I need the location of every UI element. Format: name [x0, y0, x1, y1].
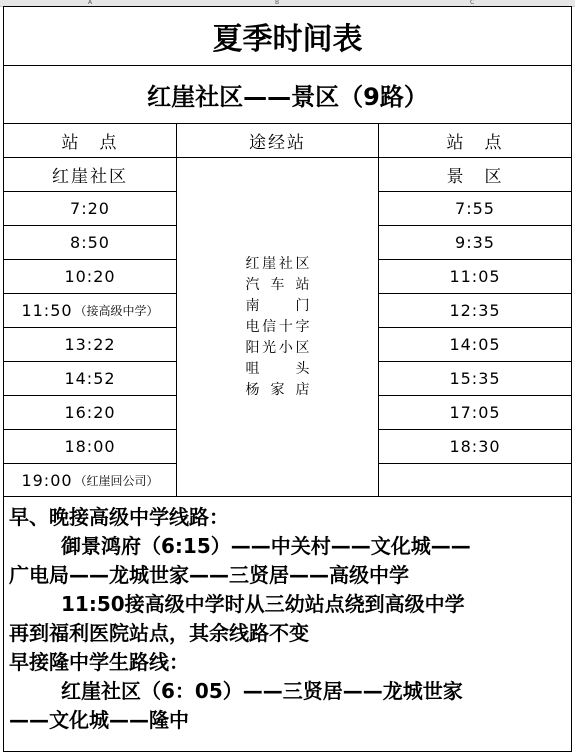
- departure-time: 11:50: [21, 301, 73, 320]
- arrival-time-cell[interactable]: [378, 191, 572, 226]
- departure-time-cell[interactable]: [3, 463, 177, 497]
- departure-time-cell[interactable]: [3, 361, 177, 396]
- departure-note: （接高级中学）: [74, 304, 159, 318]
- page-title[interactable]: 夏季时间表: [3, 6, 572, 66]
- via-stops-cell[interactable]: [176, 157, 379, 497]
- destination-station-name[interactable]: 景 区: [378, 157, 572, 192]
- header-via-stations[interactable]: 途经站: [176, 123, 379, 158]
- arrival-time: 15:35: [449, 369, 501, 388]
- via-stop: 汽车站: [245, 276, 310, 293]
- arrival-time-cell[interactable]: [378, 361, 572, 396]
- route-notes[interactable]: [3, 496, 572, 752]
- departure-note: （红崖回公司）: [74, 473, 159, 488]
- header-destination-station[interactable]: 站 点: [378, 123, 572, 158]
- arrival-time-cell[interactable]: [378, 463, 572, 497]
- column-header-c[interactable]: C: [470, 0, 475, 6]
- via-stop: 阳光小区: [245, 339, 310, 356]
- departure-time: 7:20: [70, 199, 110, 218]
- via-stop: 红崖社区: [245, 255, 310, 272]
- departure-time: 19:00: [21, 470, 73, 490]
- column-header-b[interactable]: B: [275, 0, 280, 6]
- note-line: 红崖社区（6：05）——三贤居——龙城世家: [61, 679, 463, 703]
- arrival-time-cell[interactable]: [378, 225, 572, 260]
- departure-time-cell[interactable]: [3, 293, 177, 328]
- departure-time: 10:20: [64, 267, 116, 286]
- departure-time-cell[interactable]: [3, 429, 177, 464]
- departure-time-cell[interactable]: [3, 191, 177, 226]
- arrival-time-cell[interactable]: [378, 429, 572, 464]
- via-stop: 杨家店: [245, 381, 310, 398]
- departure-time: 14:52: [64, 369, 116, 388]
- route-title[interactable]: 红崖社区——景区（9路）: [3, 65, 572, 124]
- arrival-time: 11:05: [449, 267, 501, 286]
- departure-time-cell[interactable]: [3, 327, 177, 362]
- schedule-sheet: [3, 6, 572, 752]
- via-stop: 南门: [245, 297, 310, 314]
- departure-time-cell[interactable]: [3, 225, 177, 260]
- departure-time: 18:00: [64, 437, 116, 456]
- departure-time: 8:50: [70, 233, 110, 252]
- note-line: ——文化城——隆中: [9, 708, 189, 732]
- via-stop: 电信十字: [245, 318, 310, 335]
- note-line: 早、晚接高级中学线路：: [9, 505, 229, 529]
- arrival-time: 14:05: [449, 335, 501, 354]
- note-line: 御景鸿府（6:15）——中关村——文化城——: [61, 534, 471, 558]
- arrival-time-cell[interactable]: [378, 259, 572, 294]
- arrival-time: 9:35: [455, 233, 495, 252]
- header-origin-station[interactable]: 站 点: [3, 123, 177, 158]
- departure-time-cell[interactable]: [3, 395, 177, 430]
- arrival-time: 17:05: [449, 403, 501, 422]
- note-line: 11:50接高级中学时从三幼站点绕到高级中学: [61, 592, 465, 616]
- departure-time-cell[interactable]: [3, 259, 177, 294]
- arrival-time: 18:30: [449, 437, 501, 456]
- note-line: 广电局——龙城世家——三贤居——高级中学: [9, 563, 409, 587]
- origin-station-name[interactable]: 红崖社区: [3, 157, 177, 192]
- arrival-time: 7:55: [455, 199, 495, 218]
- arrival-time-cell[interactable]: [378, 395, 572, 430]
- note-line: 再到福利医院站点，其余线路不变: [9, 621, 309, 645]
- arrival-time-cell[interactable]: [378, 293, 572, 328]
- departure-time: 16:20: [64, 403, 116, 422]
- via-stop: 咀头: [245, 360, 310, 377]
- arrival-time: 12:35: [449, 301, 501, 320]
- column-header-a[interactable]: A: [88, 0, 93, 6]
- note-line: 早接隆中学生路线：: [9, 650, 189, 674]
- arrival-time-cell[interactable]: [378, 327, 572, 362]
- departure-time: 13:22: [64, 335, 116, 354]
